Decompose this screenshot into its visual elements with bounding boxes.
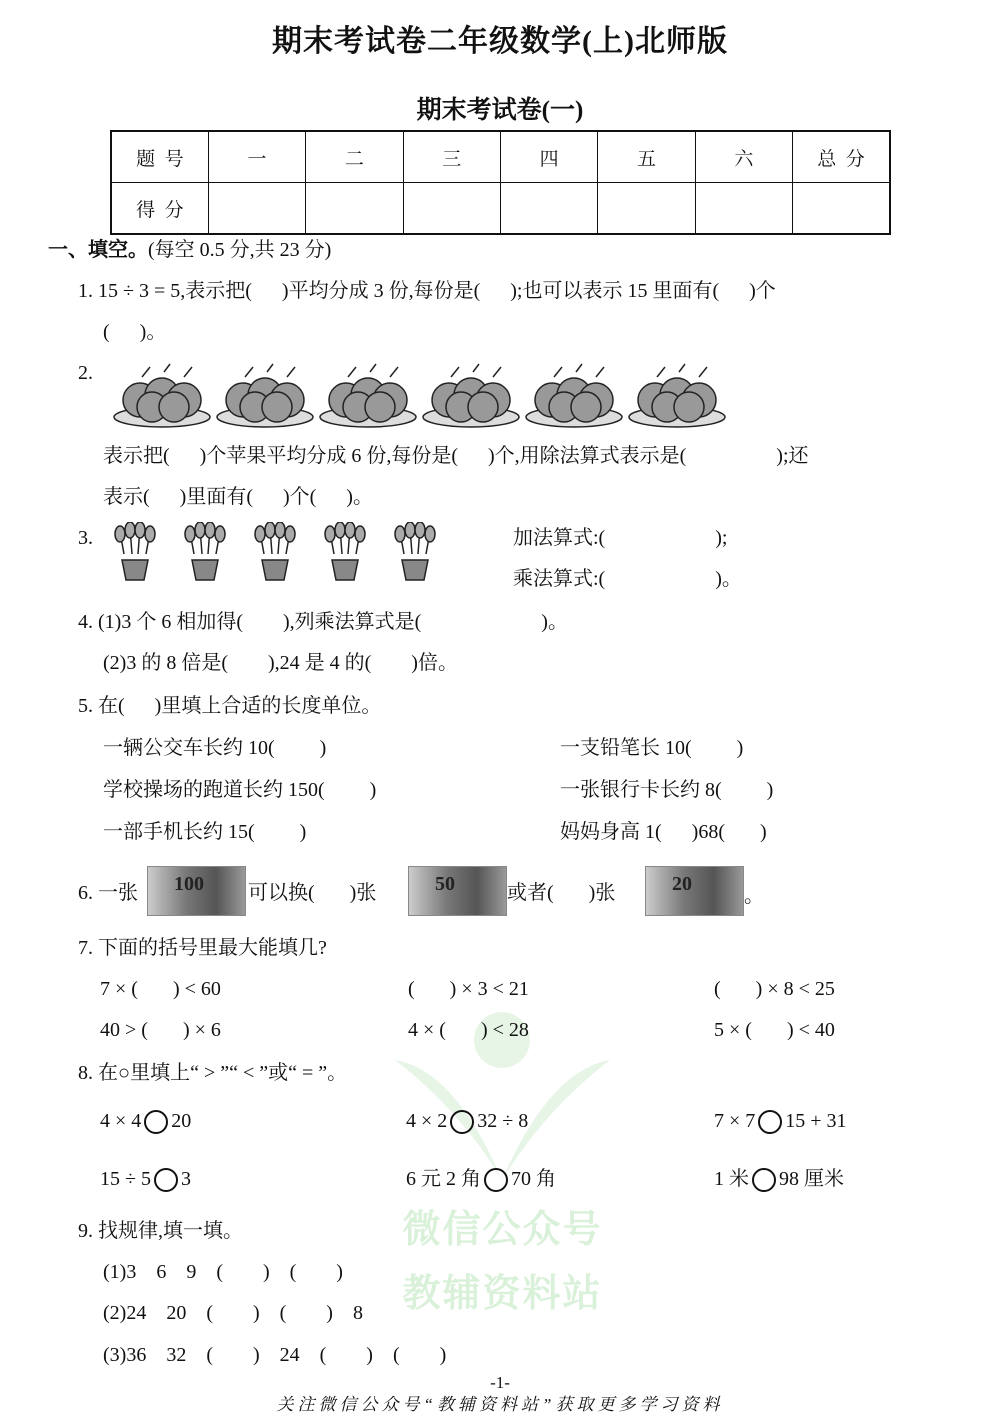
q8-right: 20 [171, 1110, 192, 1132]
q9-line: (1)3 6 9 ( ) ( ) [103, 1261, 343, 1283]
q8-left: 4 × 4 [100, 1110, 142, 1132]
q5-item: 学校操场的跑道长约 150( ) [103, 779, 377, 801]
banknote-value: 20 [672, 873, 692, 895]
q5-prompt: 5. 在( )里填上合适的长度单位。 [78, 695, 382, 717]
score-cell[interactable] [501, 183, 598, 235]
q6-part4: 。 [744, 885, 764, 907]
q9-line: (2)24 20 ( ) ( ) 8 [103, 1302, 363, 1324]
score-cell[interactable] [695, 183, 792, 235]
header-cell: 二 [306, 131, 403, 183]
q5-item: 妈妈身高 1( )68( ) [560, 821, 767, 843]
header-cell: 五 [598, 131, 695, 183]
header-cell: 总 分 [793, 131, 890, 183]
banknote-100-image [147, 866, 246, 916]
q8-item [406, 1109, 528, 1134]
q5-item: 一张银行卡长约 8( ) [560, 779, 774, 801]
document-title: 期末考试卷二年级数学(上)北师版 [272, 25, 728, 58]
header-cell: 四 [501, 131, 598, 183]
footer-note: 关注微信公众号“教辅资料站”获取更多学习资料 [276, 1395, 724, 1414]
q7-item: 4 × ( ) < 28 [408, 1019, 529, 1041]
q6-part3: 或者( )张 [507, 882, 616, 904]
apple-plates-image [112, 362, 732, 432]
header-cell: 一 [208, 131, 305, 183]
q7-item: 7 × ( ) < 60 [100, 978, 221, 1000]
q6-part1: 6. 一张 [78, 882, 138, 904]
q8-right: 98 厘米 [779, 1168, 844, 1190]
q1-line2: ( )。 [103, 321, 167, 343]
q8-left: 1 米 [714, 1168, 749, 1190]
score-cell[interactable] [306, 183, 403, 235]
section-title: 一、填空。 [48, 239, 148, 261]
section-heading [48, 238, 331, 262]
q5-item: 一部手机长约 15( ) [103, 821, 307, 843]
compare-circle[interactable] [758, 1110, 782, 1134]
q3-multiplication: 乘法算式:( )。 [513, 568, 742, 590]
watermark-text: 微信公众号 [402, 1207, 603, 1251]
score-table [110, 130, 891, 235]
q6-part2: 可以换( )张 [248, 882, 377, 904]
q3-addition: 加法算式:( ); [513, 527, 728, 549]
q8-left: 7 × 7 [714, 1110, 756, 1132]
q7-item: ( ) × 8 < 25 [714, 978, 835, 1000]
banknote-20-image [645, 866, 744, 916]
q8-right: 32 ÷ 8 [477, 1110, 529, 1132]
score-cell[interactable] [793, 183, 890, 235]
q8-item [100, 1109, 191, 1134]
compare-circle[interactable] [154, 1168, 178, 1192]
q8-left: 15 ÷ 5 [100, 1168, 151, 1190]
q8-item [714, 1167, 844, 1192]
q9-prompt: 9. 找规律,填一填。 [78, 1220, 243, 1242]
score-table-header-row [111, 131, 890, 183]
q5-item: 一辆公交车长约 10( ) [103, 737, 327, 759]
compare-circle[interactable] [752, 1168, 776, 1192]
banknote-50-image [408, 866, 507, 916]
score-cell[interactable] [598, 183, 695, 235]
banknote-value: 50 [435, 873, 455, 895]
watermark-text: 教辅资料站 [402, 1271, 603, 1315]
q9-line: (3)36 32 ( ) 24 ( ) ( ) [103, 1344, 447, 1366]
header-cell: 题 号 [111, 131, 208, 183]
q4-line2: (2)3 的 8 倍是( ),24 是 4 的( )倍。 [103, 652, 458, 674]
score-cell[interactable] [403, 183, 500, 235]
q8-right: 3 [180, 1168, 191, 1190]
q8-item [714, 1109, 847, 1134]
row-label: 得 分 [111, 183, 208, 235]
page-number: -1- [490, 1373, 510, 1392]
score-cell[interactable] [208, 183, 305, 235]
q2-line2: 表示( )里面有( )个( )。 [103, 486, 373, 508]
q1-line1: 1. 15 ÷ 3 = 5,表示把( )平均分成 3 份,每份是( );也可以表示 15 里面有( )个 [78, 280, 776, 302]
q2-line1: 表示把( )个苹果平均分成 6 份,每份是( )个,用除法算式表示是( );还 [103, 445, 809, 467]
q2-number: 2. [78, 362, 93, 384]
banknote-value: 100 [174, 873, 204, 895]
q5-item: 一支铅笔长 10( ) [560, 737, 744, 759]
header-cell: 六 [695, 131, 792, 183]
q8-right: 15 + 31 [785, 1110, 847, 1132]
header-cell: 三 [403, 131, 500, 183]
section-note: (每空 0.5 分,共 23 分) [148, 239, 332, 261]
compare-circle[interactable] [450, 1110, 474, 1134]
q8-right: 70 角 [511, 1168, 556, 1190]
q7-item: 5 × ( ) < 40 [714, 1019, 835, 1041]
q3-number: 3. [78, 527, 93, 549]
q7-item: ( ) × 3 < 21 [408, 978, 529, 1000]
compare-circle[interactable] [144, 1110, 168, 1134]
score-table-score-row [111, 183, 890, 235]
compare-circle[interactable] [484, 1168, 508, 1192]
q7-item: 40 > ( ) × 6 [100, 1019, 221, 1041]
exam-subtitle: 期末考试卷(一) [416, 97, 584, 124]
q4-line1: 4. (1)3 个 6 相加得( ),列乘法算式是( )。 [78, 611, 568, 633]
q8-item [100, 1167, 191, 1192]
q7-prompt: 7. 下面的括号里最大能填几? [78, 937, 327, 959]
q8-left: 6 元 2 角 [406, 1168, 481, 1190]
flower-pots-image [110, 522, 450, 588]
q8-left: 4 × 2 [406, 1110, 448, 1132]
q8-prompt: 8. 在○里填上“ > ”“ < ”或“ = ”。 [78, 1062, 348, 1084]
q8-item [406, 1167, 556, 1192]
